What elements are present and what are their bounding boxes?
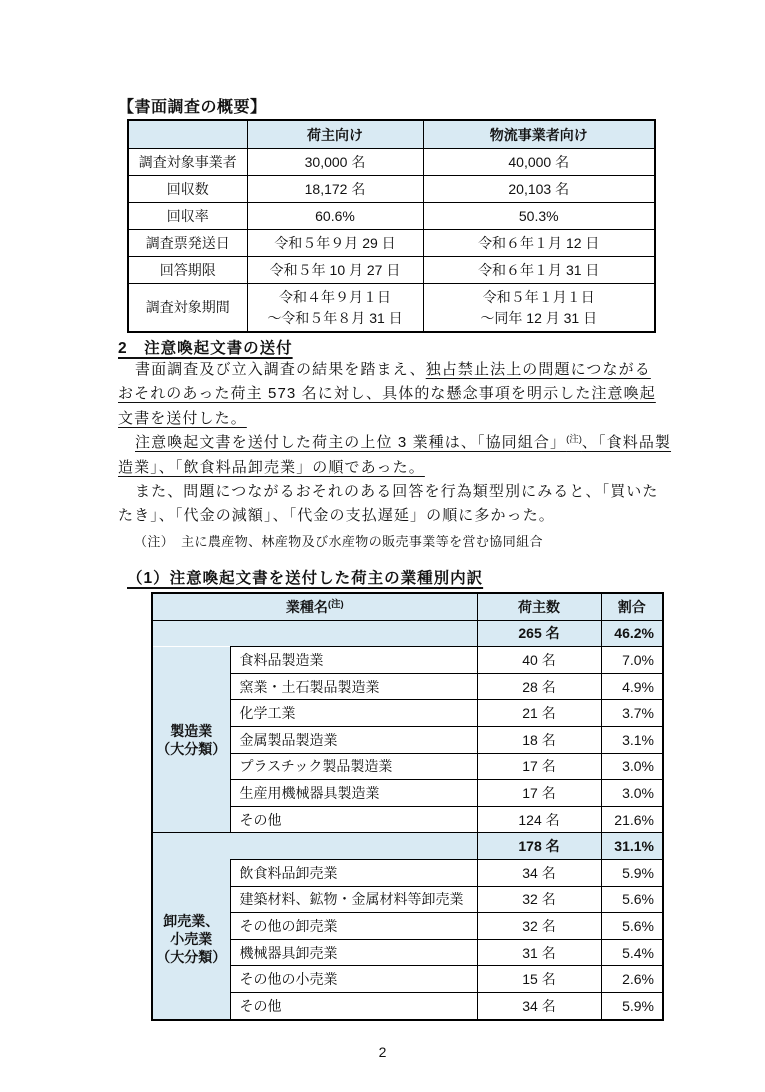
- share-pct: 21.6%: [601, 806, 663, 833]
- text-underlined: 造業」、「飲食料品卸売業」の順であった。: [118, 458, 425, 476]
- industry-name: 飲食料品卸売業: [230, 859, 477, 886]
- share-pct: 3.7%: [601, 700, 663, 727]
- row-label: 回答期限: [128, 257, 247, 284]
- footnote: （注） 主に農産物、林産物及び水産物の販売事業等を営む協同組合: [134, 533, 543, 549]
- group2-summary-row: [152, 833, 663, 860]
- value-shippers: [247, 284, 423, 333]
- page-number: 2: [378, 1044, 387, 1060]
- table-row: [128, 230, 655, 257]
- share-pct: 5.9%: [601, 992, 663, 1019]
- share-pct: 3.0%: [601, 753, 663, 780]
- paragraph1-line2: [118, 382, 670, 406]
- value-shippers: 令和５年 10 月 27 日: [247, 257, 423, 284]
- header-text: 業種名: [285, 598, 328, 615]
- share-pct: 5.6%: [601, 913, 663, 940]
- industry-name: その他の卸売業: [230, 913, 477, 940]
- text-part: 注意喚起文書を送付した荷主の上位 3 業種は、「協同組合」: [135, 434, 567, 452]
- period-line2: ～同年 12 月 31 日: [480, 309, 598, 326]
- shipper-count: 28 名: [477, 673, 601, 700]
- value-logistics: 令和６年１月 31 日: [423, 257, 655, 284]
- corner-cell: [128, 120, 247, 149]
- shipper-count: 17 名: [477, 753, 601, 780]
- footnote-marker: (注): [566, 434, 582, 446]
- industry-name: 食料品製造業: [230, 647, 477, 674]
- period-line2: ～令和５年８月 31 日: [267, 309, 403, 326]
- group-label-line: 小売業: [170, 930, 213, 947]
- paragraph3-line2: [118, 504, 670, 528]
- paragraph2-line2: [118, 456, 670, 480]
- share-pct: 3.0%: [601, 780, 663, 807]
- overview-title: 【書面調査の概要】: [118, 99, 267, 116]
- group-label-line: （大分類）: [156, 740, 227, 757]
- row-label: 回収率: [128, 203, 247, 230]
- text-underlined: 独占禁止法上の問題につながる: [425, 361, 651, 378]
- text-underlined: 文書を送付した。: [118, 409, 247, 427]
- industry-breakdown-table: [151, 592, 664, 1021]
- value-shippers: 30,000 名: [247, 149, 423, 176]
- text-normal: また、問題につながるおそれのある回答を行為類型別にみると、「買いた: [135, 482, 659, 500]
- group-label-line: （大分類）: [156, 948, 227, 965]
- paragraph1-line3: [118, 407, 670, 431]
- group1-summary-row: [152, 620, 663, 647]
- section2-body: [118, 358, 670, 552]
- shipper-count: 18 名: [477, 726, 601, 753]
- paragraph3-line1: [118, 480, 670, 504]
- table-row: [128, 176, 655, 203]
- text-underlined: [135, 434, 671, 451]
- group1-total-count: 265 名: [477, 620, 601, 647]
- row-label: 調査対象事業者: [128, 149, 247, 176]
- col-header-logistics: 物流事業者向け: [423, 120, 655, 149]
- group1-label: [152, 647, 230, 833]
- table-row: [128, 203, 655, 230]
- table-header-row: [128, 120, 655, 149]
- group1-total-share: 46.2%: [601, 620, 663, 647]
- industry-name: 金属製品製造業: [230, 726, 477, 753]
- shipper-count: 21 名: [477, 700, 601, 727]
- value-logistics: 40,000 名: [423, 149, 655, 176]
- table-row: [152, 647, 663, 674]
- text-normal: 書面調査及び立入調査の結果を踏まえ、: [135, 361, 426, 378]
- value-logistics: 20,103 名: [423, 176, 655, 203]
- share-pct: 7.0%: [601, 647, 663, 674]
- row-label: 調査票発送日: [128, 230, 247, 257]
- shipper-count: 17 名: [477, 780, 601, 807]
- col-header-shippers: 荷主向け: [247, 120, 423, 149]
- section3-heading: （1）注意喚起文書を送付した荷主の業種別内訳: [127, 570, 484, 587]
- table-header-row: [152, 593, 663, 620]
- share-pct: 5.4%: [601, 939, 663, 966]
- shipper-count: 34 名: [477, 992, 601, 1019]
- paragraph2-line1: [118, 431, 670, 455]
- period-line1: 令和５年１月１日: [482, 288, 595, 305]
- industry-name: 生産用機械器具製造業: [230, 780, 477, 807]
- text-underlined: おそれのあった荷主 573 名に対し、具体的な懸念事項を明示した注意喚起: [118, 385, 656, 403]
- share-pct: 3.1%: [601, 726, 663, 753]
- industry-name: その他: [230, 806, 477, 833]
- group-label-line: 卸売業、: [163, 912, 220, 929]
- value-shippers: 60.6%: [247, 203, 423, 230]
- footnote-marker: (注): [327, 598, 344, 610]
- industry-name: その他: [230, 992, 477, 1019]
- group2-label: [152, 859, 230, 1019]
- share-pct: 2.6%: [601, 966, 663, 993]
- shipper-count: 32 名: [477, 886, 601, 913]
- paragraph1-line1: [118, 358, 670, 382]
- period-line1: 令和４年９月１日: [279, 288, 391, 305]
- industry-name: プラスチック製品製造業: [230, 753, 477, 780]
- value-logistics: 令和６年１月 12 日: [423, 230, 655, 257]
- group1-summary-label: [152, 620, 477, 647]
- value-logistics: 50.3%: [423, 203, 655, 230]
- share-pct: 5.9%: [601, 859, 663, 886]
- table-row: [152, 859, 663, 886]
- value-shippers: 令和５年９月 29 日: [247, 230, 423, 257]
- shipper-count: 40 名: [477, 647, 601, 674]
- text-normal: たき」、「代金の減額」、「代金の支払遅延」の順に多かった。: [118, 507, 555, 525]
- row-label: 調査対象期間: [128, 284, 247, 333]
- section2-heading: 2 注意喚起文書の送付: [118, 340, 293, 357]
- group2-summary-label: [152, 833, 477, 860]
- industry-name: 窯業・土石製品製造業: [230, 673, 477, 700]
- table-row: [128, 284, 655, 333]
- group2-total-share: 31.1%: [601, 833, 663, 860]
- shipper-count: 31 名: [477, 939, 601, 966]
- table-row: [128, 149, 655, 176]
- text-part: 、「食料品製: [581, 434, 672, 452]
- row-label: 回収数: [128, 176, 247, 203]
- table-row: [128, 257, 655, 284]
- shipper-count: 15 名: [477, 966, 601, 993]
- group2-total-count: 178 名: [477, 833, 601, 860]
- share-pct: 4.9%: [601, 673, 663, 700]
- value-logistics: [423, 284, 655, 333]
- industry-name: 建築材料、鉱物・金属材料等卸売業: [230, 886, 477, 913]
- industry-name: 機械器具卸売業: [230, 939, 477, 966]
- shipper-count: 32 名: [477, 913, 601, 940]
- industry-name: 化学工業: [230, 700, 477, 727]
- group-label-line: 製造業: [170, 722, 213, 739]
- col-header-industry: [152, 593, 477, 620]
- shipper-count: 34 名: [477, 859, 601, 886]
- col-header-share: 割合: [601, 593, 663, 620]
- survey-overview-table: [127, 119, 656, 333]
- value-shippers: 18,172 名: [247, 176, 423, 203]
- shipper-count: 124 名: [477, 806, 601, 833]
- industry-name: その他の小売業: [230, 966, 477, 993]
- share-pct: 5.6%: [601, 886, 663, 913]
- col-header-count: 荷主数: [477, 593, 601, 620]
